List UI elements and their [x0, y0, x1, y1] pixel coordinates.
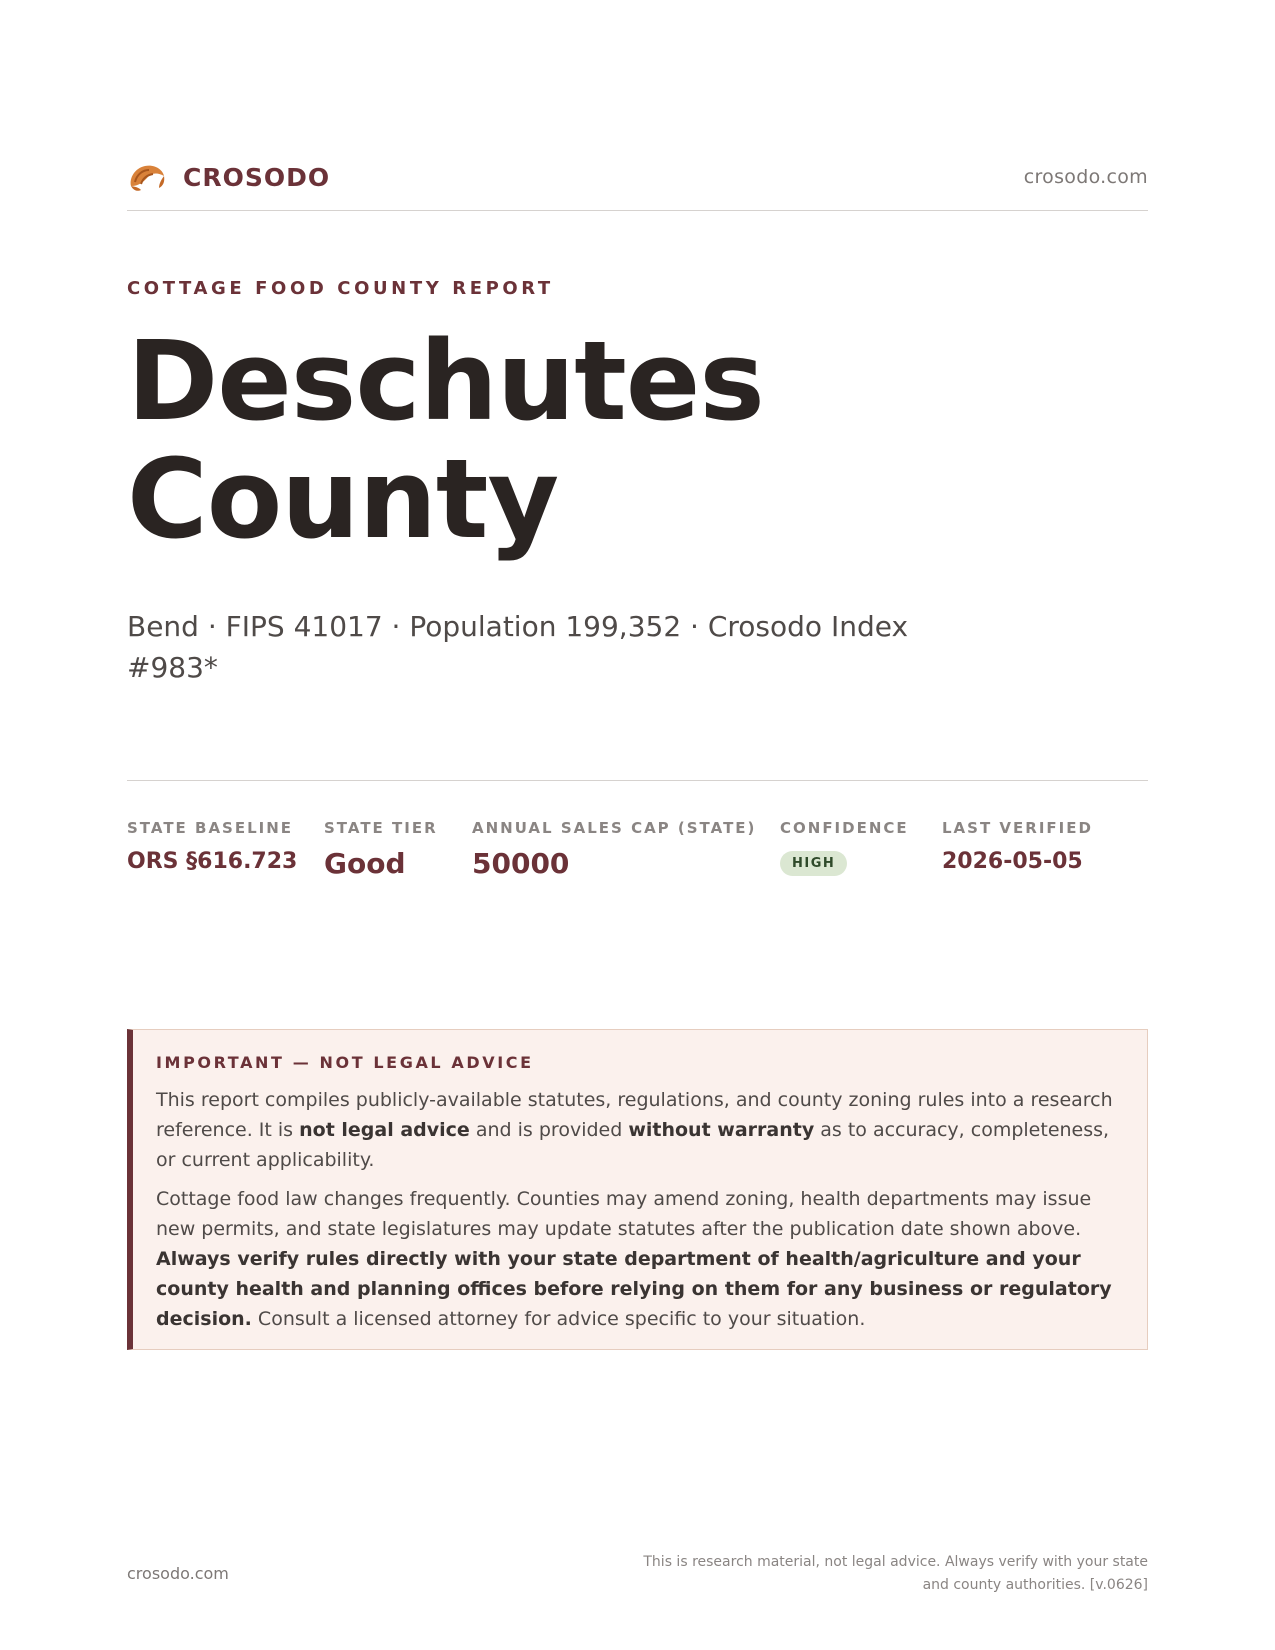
stat-annual-sales-cap: [472, 819, 756, 880]
notice-text: as to accuracy, completeness, or current applicability.: [156, 1119, 1110, 1171]
stat-last-verified: [942, 819, 1093, 874]
report-page: [127, 0, 1148, 1650]
brand-name: CROSODO: [183, 162, 331, 192]
stat-state-tier: [324, 819, 438, 880]
notice-emphasis: without warranty: [628, 1119, 815, 1141]
stat-state-baseline: [127, 819, 297, 874]
report-subtitle: Bend · FIPS 41017 · Population 199,352 · Crosodo Index #983*: [127, 610, 909, 684]
stat-confidence: [780, 819, 909, 876]
stat-label: LAST VERIFIED: [942, 819, 1093, 837]
stat-label: STATE TIER: [324, 819, 438, 837]
brand-logo: [127, 158, 330, 196]
footer-disclaimer: This is research material, not legal advice. Always verify with your state and county authorities. [v.0626]: [643, 1554, 1148, 1593]
stat-value: Good: [324, 847, 406, 880]
notice-emphasis: not legal advice: [299, 1119, 470, 1141]
stat-label: ANNUAL SALES CAP (STATE): [472, 819, 757, 837]
stat-value: 2026-05-05: [942, 849, 1083, 874]
stat-value: 50000: [472, 847, 570, 880]
stat-value: ORS §616.723: [127, 849, 298, 874]
stats-row: [127, 780, 1148, 881]
notice-text: This report compiles publicly-available statutes, regulations, and county zoning rules into a research reference. It is: [156, 1089, 1113, 1141]
stat-label: CONFIDENCE: [780, 819, 909, 837]
site-link[interactable]: crosodo.com: [1023, 166, 1148, 188]
title-line: Deschutes: [127, 317, 764, 445]
report-eyebrow: COTTAGE FOOD COUNTY REPORT: [127, 278, 554, 299]
notice-paragraph: [156, 1085, 1116, 1175]
notice-text: Consult a licensed attorney for advice specific to your situation.: [251, 1308, 866, 1330]
page-header: [127, 158, 1148, 211]
legal-notice: [127, 1029, 1148, 1350]
title-line: County: [127, 435, 559, 563]
stat-label: STATE BASELINE: [127, 819, 294, 837]
page-title: [127, 317, 1127, 563]
notice-emphasis: Always verify rules directly with your state department of health/agriculture and your county health and planning offices before relying on them for any business or regulatory decision.: [156, 1248, 1112, 1330]
notice-paragraph: [156, 1184, 1116, 1334]
notice-text: Cottage food law changes frequently. Counties may amend zoning, health departments may issue new permits, and state legislatures may update statutes after the publication date shown above.: [156, 1188, 1092, 1240]
notice-heading: IMPORTANT — NOT LEGAL ADVICE: [156, 1053, 534, 1072]
confidence-badge: HIGH: [780, 851, 847, 876]
notice-text: and is provided: [469, 1119, 629, 1141]
footer-site-link[interactable]: crosodo.com: [127, 1564, 229, 1583]
croissant-icon: [127, 158, 167, 196]
